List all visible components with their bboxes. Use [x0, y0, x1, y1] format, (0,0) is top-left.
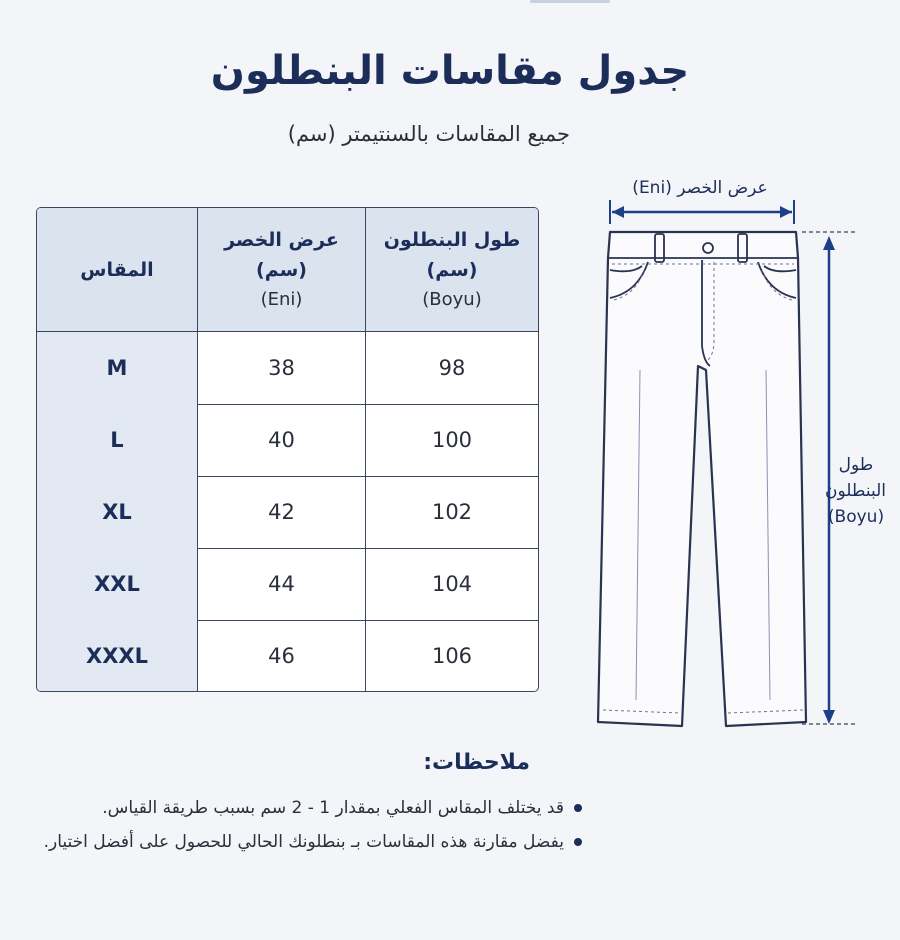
size-value: XXXL	[86, 643, 148, 668]
pants-diagram	[570, 170, 900, 740]
length-cell	[366, 548, 538, 620]
size-cell	[37, 620, 198, 691]
size-value: L	[110, 428, 124, 452]
waist-value: 42	[268, 500, 295, 524]
waist-value: 46	[268, 643, 295, 668]
size-value: XL	[102, 500, 132, 524]
note-text: قد يختلف المقاس الفعلي بمقدار 1 - 2 سم بسبب طريقة القياس.	[102, 798, 564, 818]
header-length-code: (Boyu)	[422, 288, 482, 310]
notes-title: ملاحظات:	[423, 750, 530, 775]
length-value: 100	[431, 428, 473, 452]
note-item	[102, 798, 582, 818]
length-cell	[366, 620, 538, 691]
size-value: M	[106, 356, 128, 380]
length-cell	[366, 332, 538, 404]
waist-value: 40	[268, 428, 295, 452]
length-cell	[366, 404, 538, 476]
length-label-line-3: (Boyu)	[827, 507, 885, 527]
header-waist	[198, 208, 366, 331]
header-waist-unit: (سم)	[256, 258, 307, 281]
header-length-label: طول البنطلون	[383, 228, 521, 251]
page-subtitle: جميع المقاسات بالسنتيمتر (سم)	[287, 122, 570, 146]
length-value: 102	[431, 500, 473, 524]
size-table	[36, 207, 539, 692]
waist-value: 44	[268, 572, 295, 596]
note-text: يفضل مقارنة هذه المقاسات بـ بنطلونك الحالي للحصول على أفضل اختيار.	[43, 832, 564, 852]
header-size	[37, 208, 198, 331]
header-size-label: المقاس	[80, 258, 154, 281]
waist-arrow	[610, 200, 794, 224]
length-cell	[366, 476, 538, 548]
header-waist-code: (Eni)	[260, 288, 303, 310]
length-label-line-1: طول	[838, 455, 874, 475]
page-title: جدول مقاسات البنطلون	[210, 48, 690, 94]
waist-cell	[198, 332, 366, 404]
waist-cell	[198, 548, 366, 620]
table-row	[37, 404, 538, 477]
table-row	[37, 620, 538, 691]
length-measure-label	[826, 452, 886, 530]
bullet-icon	[574, 838, 582, 846]
size-cell	[37, 548, 198, 620]
size-cell	[37, 332, 198, 404]
waist-cell	[198, 476, 366, 548]
size-cell	[37, 404, 198, 476]
header-waist-label: عرض الخصر	[224, 228, 339, 251]
header-length-unit: (سم)	[426, 258, 478, 281]
table-row	[37, 476, 538, 549]
table-row	[37, 332, 538, 405]
length-value: 98	[438, 356, 466, 380]
waist-value: 38	[268, 356, 295, 380]
waist-cell	[198, 404, 366, 476]
waist-cell	[198, 620, 366, 691]
size-cell	[37, 476, 198, 548]
length-label-line-2: البنطلون	[824, 481, 886, 501]
size-value: XXL	[94, 572, 140, 596]
table-header-row	[37, 208, 538, 332]
length-value: 106	[431, 643, 473, 668]
waist-measure-label: عرض الخصر (Eni)	[632, 178, 768, 198]
note-item	[44, 832, 582, 852]
bullet-icon	[574, 804, 582, 812]
top-decoration	[530, 0, 610, 3]
header-length	[366, 208, 538, 331]
length-value: 104	[431, 572, 473, 596]
table-row	[37, 548, 538, 621]
